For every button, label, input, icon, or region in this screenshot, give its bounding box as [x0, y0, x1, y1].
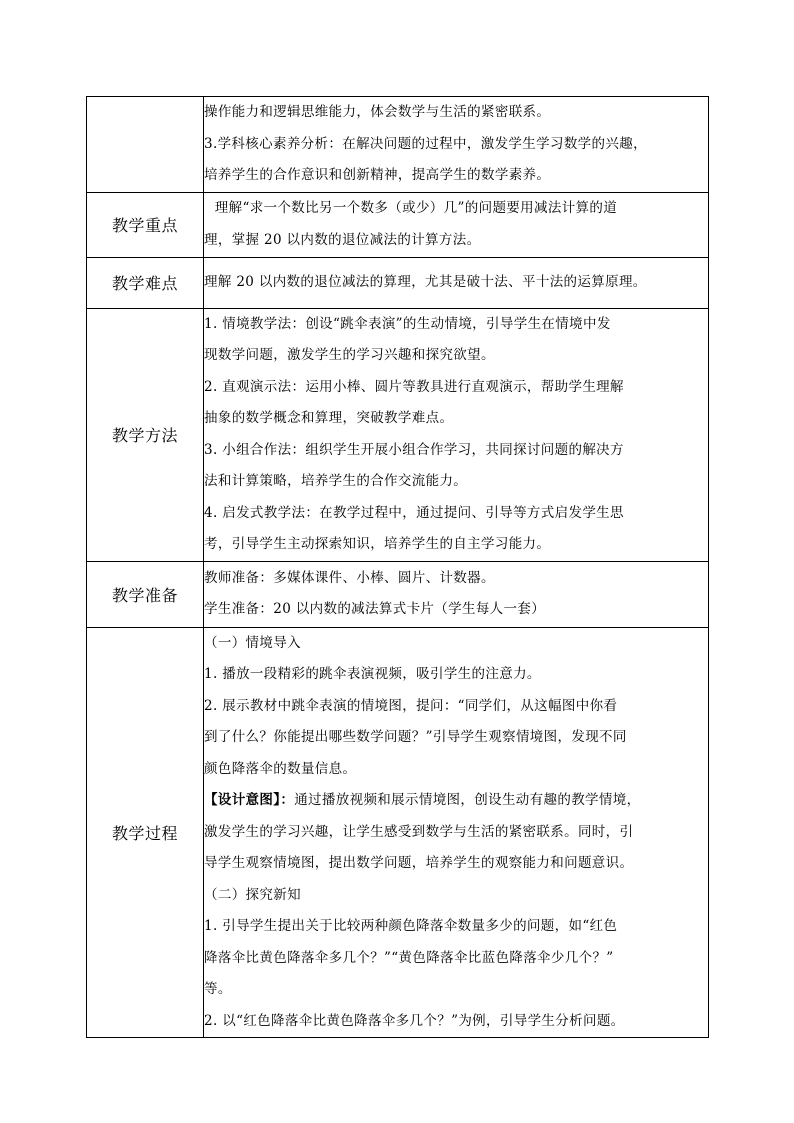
table-row-objectives-continued	[87, 97, 709, 193]
text-line: 激发学生的学习兴趣，让学生感受到数学与生活的紧密联系。同时，引	[204, 823, 634, 840]
text-line: 1. 情境教学法：创设“跳伞表演”的生动情境，引导学生在情境中发	[204, 315, 611, 332]
row-content-difficulties	[204, 257, 709, 308]
row-label-key-points: 教学重点	[87, 192, 204, 257]
text-line: 1. 播放一段精彩的跳伞表演视频，吸引学生的注意力。	[204, 666, 541, 682]
text-line: 操作能力和逻辑思维能力，体会数学与生活的紧密联系。	[204, 104, 551, 120]
table-row-process	[87, 627, 709, 1038]
text-line: 抽象的数学概念和算理，突破教学难点。	[204, 410, 454, 426]
table-row-difficulties	[87, 257, 709, 308]
text-line: 3.学科核心素养分析：在解决问题的过程中，激发学生学习数学的兴趣，	[204, 135, 647, 152]
text-line: 4. 启发式教学法：在教学过程中，通过提问、引导等方式启发学生思	[204, 504, 624, 521]
row-label-empty	[87, 97, 204, 193]
row-content-objectives	[204, 97, 709, 193]
text-line: 培养学生的合作意识和创新精神，提高学生的数学素养。	[204, 167, 551, 183]
table-row-preparation	[87, 561, 709, 627]
text-line: （二）探究新知	[204, 886, 301, 903]
text-line: （一）情境导入	[204, 634, 301, 651]
text-line: 现数学问题，激发学生的学习兴趣和探究欲望。	[204, 347, 495, 363]
row-content-process	[204, 627, 709, 1038]
design-intent-text: 通过播放视频和展示情境图，创设生动有趣的教学情境，	[294, 792, 641, 808]
text-line: 到了什么？你能提出哪些数学问题？”引导学生观察情境图，发现不同	[204, 729, 627, 745]
row-content-preparation	[204, 561, 709, 627]
text-line: 降落伞比黄色降落伞多几个？”“黄色降落伞比蓝色降落伞少几个？”	[204, 949, 614, 966]
text-line: 理，掌握 20 以内数的退位减法的计算方法。	[204, 231, 481, 248]
text-line: 2. 以“红色降落伞比黄色降落伞多几个？”为例，引导学生分析问题。	[204, 1012, 625, 1029]
row-label-methods: 教学方法	[87, 308, 204, 561]
text-line: 等。	[204, 981, 232, 997]
row-label-difficulties: 教学难点	[87, 257, 204, 308]
text-line: 2. 直观演示法：运用小棒、圆片等教具进行直观演示，帮助学生理解	[204, 378, 624, 395]
design-intent-line	[204, 785, 708, 817]
table-row-methods	[87, 308, 709, 561]
row-label-process: 教学过程	[87, 627, 204, 1038]
text-line: 颜色降落伞的数量信息。	[204, 760, 357, 777]
text-line: 3. 小组合作法：组织学生开展小组合作学习，共同探讨问题的解决方	[204, 441, 624, 458]
text-line: 1. 引导学生提出关于比较两种颜色降落伞数量多少的问题，如“红色	[204, 918, 618, 934]
row-label-preparation: 教学准备	[87, 561, 204, 627]
design-intent-tag: 【设计意图】：	[204, 792, 295, 808]
text-line: 理解“求一个数比另一个数多（或少）几”的问题要用减法计算的道	[214, 200, 618, 216]
text-line: 导学生观察情境图，提出数学问题，培养学生的观察能力和问题意识。	[204, 855, 634, 871]
row-content-methods	[204, 308, 709, 561]
text-line: 学生准备：20 以内数的减法算式卡片（学生每人一套）	[204, 601, 546, 617]
table-row-key-points	[87, 192, 709, 257]
text-line: 法和计算策略，培养学生的合作交流能力。	[204, 473, 468, 489]
text-line: 教师准备：多媒体课件、小棒、圆片、计数器。	[204, 569, 495, 586]
text-line: 理解 20 以内数的退位减法的算理，尤其是破十法、平十法的运算原理。	[204, 273, 647, 290]
row-content-key-points	[204, 192, 709, 257]
text-line: 考，引导学生主动探索知识，培养学生的自主学习能力。	[204, 536, 551, 552]
text-line: 2. 展示教材中跳伞表演的情境图，提问：“同学们，从这幅图中你看	[204, 697, 618, 714]
lesson-plan-table	[86, 96, 709, 1038]
